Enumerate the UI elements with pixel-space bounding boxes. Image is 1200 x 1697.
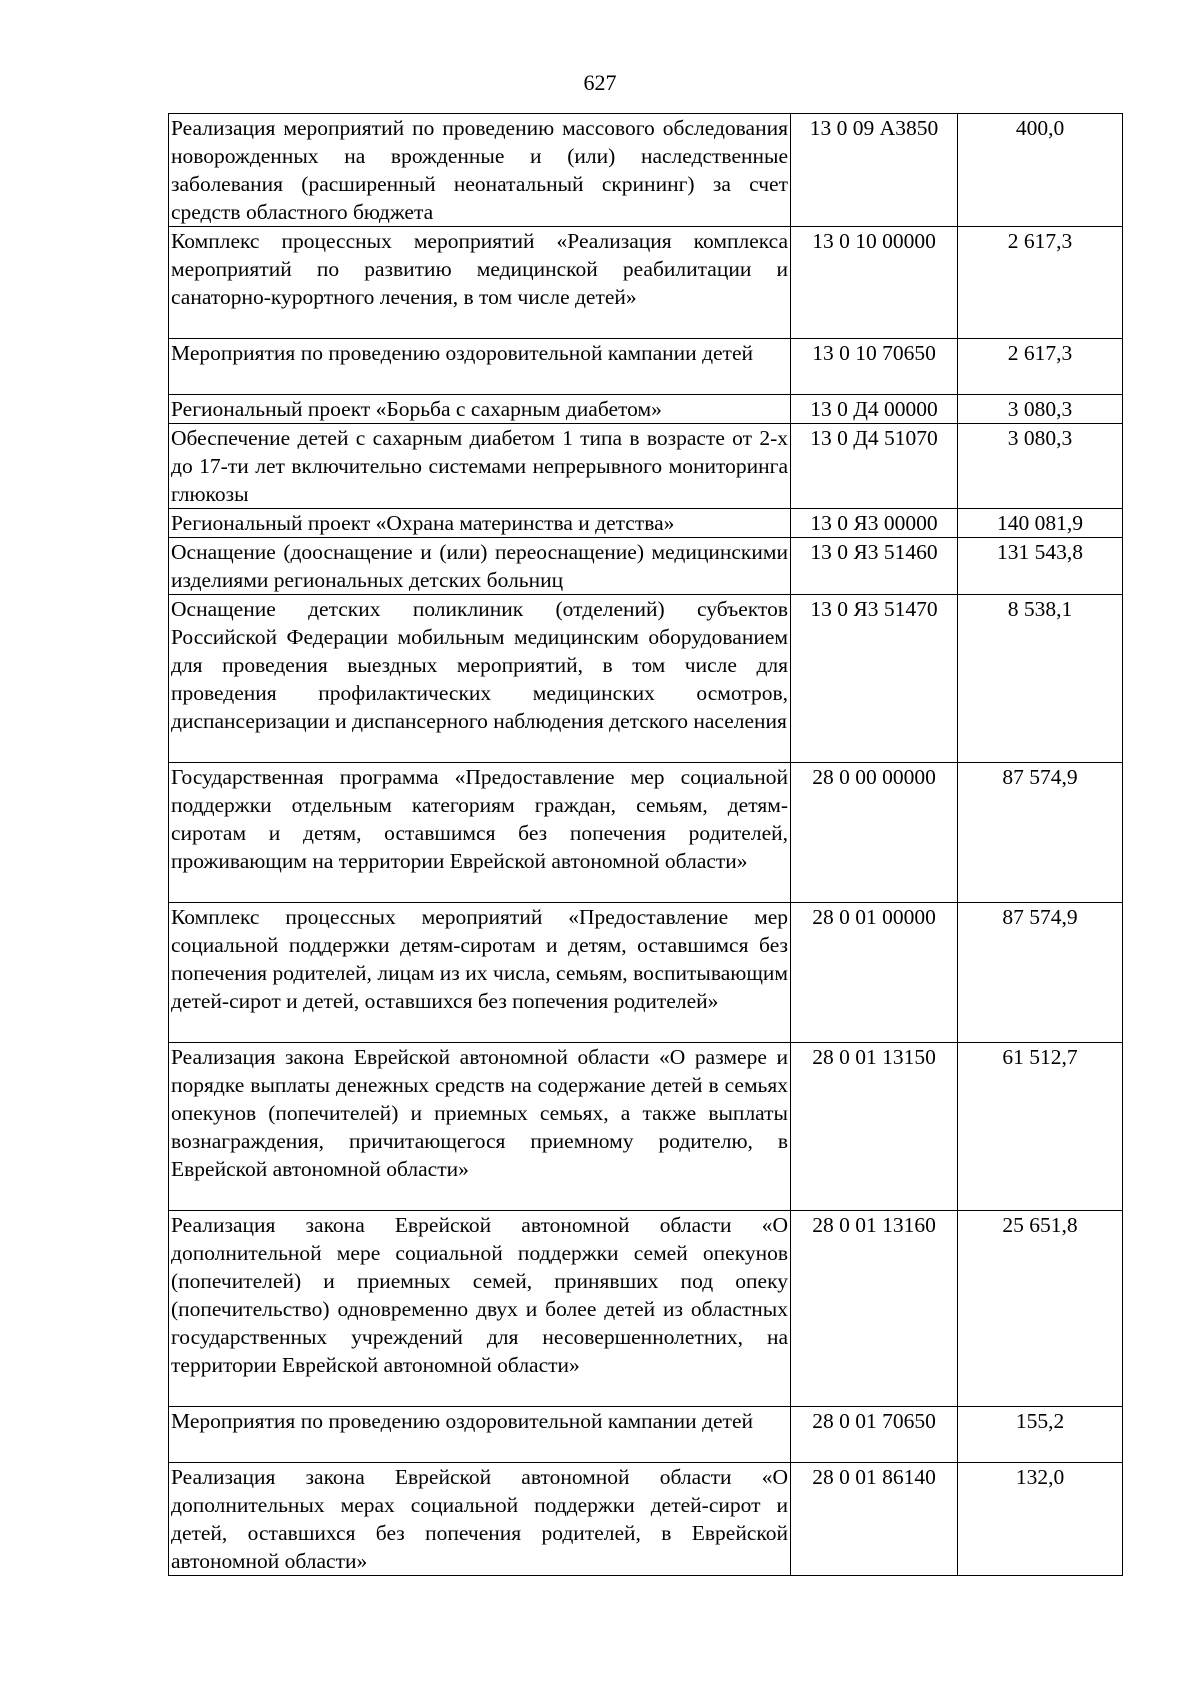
table-row [169,1463,1123,1576]
expense-name-cell: Оснащение детских поликлиник (отделений) субъектов Российской Федерации мобильным медицинским оборудованием для проведения выездных мероприятий, в том числе для проведения профилактических медицинских осмотров, диспансеризации и диспансерного наблюдения детского населения [169,595,791,763]
expense-name-cell: Оснащение (дооснащение и (или) переоснащение) медицинскими изделиями региональных детских больниц [169,538,791,595]
expense-name-cell: Реализация мероприятий по проведению массового обследования новорожденных на врожденные и (или) наследственные заболевания (расширенный неонатальный скрининг) за счет средств областного бюджета [169,114,791,227]
table-row [169,395,1123,424]
table-row [169,595,1123,763]
target-code-cell: 28 0 00 00000 [791,763,958,903]
table-row [169,1211,1123,1407]
expense-name-cell: Реализация закона Еврейской автономной области «О дополнительной мере социальной поддержки семей опекунов (попечителей) и приемных семей, принявших под опеку (попечительство) одновременно двух и более детей из областных государственных учреждений для несовершеннолетних, на территории Еврейской автономной области» [169,1211,791,1407]
target-code-cell: 13 0 Я3 51460 [791,538,958,595]
target-code-cell: 13 0 Я3 00000 [791,509,958,538]
page-number: 627 [583,70,617,95]
target-code-cell: 13 0 Д4 00000 [791,395,958,424]
expense-name-cell: Мероприятия по проведению оздоровительной кампании детей [169,339,791,395]
budget-table [168,113,1123,1576]
expense-name-cell: Мероприятия по проведению оздоровительной кампании детей [169,1407,791,1463]
amount-cell: 3 080,3 [958,424,1123,509]
expense-name-cell: Реализация закона Еврейской автономной области «О дополнительных мерах социальной поддержки детей-сирот и детей, оставшихся без попечения родителей, в Еврейской автономной области» [169,1463,791,1576]
amount-cell: 132,0 [958,1463,1123,1576]
target-code-cell: 13 0 Д4 51070 [791,424,958,509]
target-code-cell: 13 0 Я3 51470 [791,595,958,763]
target-code-cell: 28 0 01 00000 [791,903,958,1043]
table-row [169,763,1123,903]
table-row [169,227,1123,339]
table-row [169,509,1123,538]
amount-cell: 400,0 [958,114,1123,227]
target-code-cell: 28 0 01 86140 [791,1463,958,1576]
table-row [169,903,1123,1043]
amount-cell: 61 512,7 [958,1043,1123,1211]
amount-cell: 8 538,1 [958,595,1123,763]
amount-cell: 2 617,3 [958,339,1123,395]
table-row [169,339,1123,395]
amount-cell: 87 574,9 [958,903,1123,1043]
amount-cell: 131 543,8 [958,538,1123,595]
table-body [169,114,1123,1576]
expense-name-cell: Комплекс процессных мероприятий «Реализация комплекса мероприятий по развитию медицинской реабилитации и санаторно-курортного лечения, в том числе детей» [169,227,791,339]
target-code-cell: 13 0 10 00000 [791,227,958,339]
expense-name-cell: Реализация закона Еврейской автономной области «О размере и порядке выплаты денежных средств на содержание детей в семьях опекунов (попечителей) и приемных семьях, а также выплаты вознаграждения, причитающегося приемному родителю, в Еврейской автономной области» [169,1043,791,1211]
amount-cell: 3 080,3 [958,395,1123,424]
target-code-cell: 28 0 01 13160 [791,1211,958,1407]
expense-name-cell: Обеспечение детей с сахарным диабетом 1 типа в возрасте от 2-х до 17-ти лет включительно системами непрерывного мониторинга глюкозы [169,424,791,509]
target-code-cell: 28 0 01 13150 [791,1043,958,1211]
table-row [169,1043,1123,1211]
amount-cell: 25 651,8 [958,1211,1123,1407]
amount-cell: 155,2 [958,1407,1123,1463]
expense-name-cell: Комплекс процессных мероприятий «Предоставление мер социальной поддержки детям-сиротам и детям, оставшимся без попечения родителей, лицам из их числа, семьям, воспитывающим детей-сирот и детей, оставшихся без попечения родителей» [169,903,791,1043]
expense-name-cell: Государственная программа «Предоставление мер социальной поддержки отдельным категориям граждан, семьям, детям-сиротам и детям, оставшимся без попечения родителей, проживающим на территории Еврейской автономной области» [169,763,791,903]
target-code-cell: 28 0 01 70650 [791,1407,958,1463]
amount-cell: 87 574,9 [958,763,1123,903]
target-code-cell: 13 0 10 70650 [791,339,958,395]
table-row [169,114,1123,227]
target-code-cell: 13 0 09 А3850 [791,114,958,227]
amount-cell: 2 617,3 [958,227,1123,339]
amount-cell: 140 081,9 [958,509,1123,538]
table-row [169,424,1123,509]
expense-name-cell: Региональный проект «Борьба с сахарным диабетом» [169,395,791,424]
expense-name-cell: Региональный проект «Охрана материнства и детства» [169,509,791,538]
table-row [169,538,1123,595]
table-row [169,1407,1123,1463]
